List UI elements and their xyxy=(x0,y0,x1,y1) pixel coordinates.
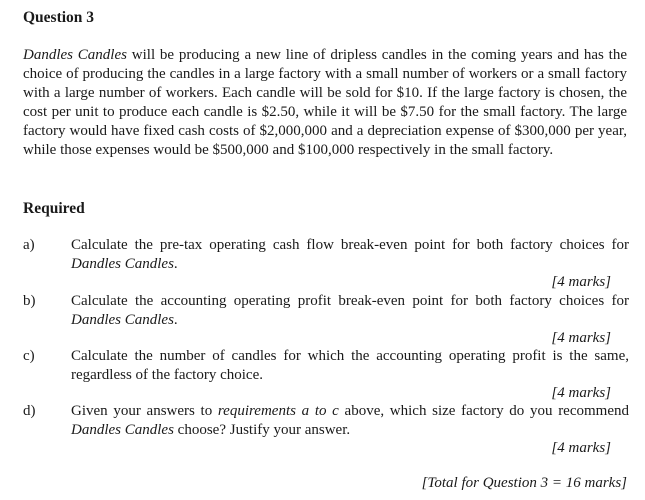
intro-body-text: will be producing a new line of dripless candles in the coming years and has the choice of producing the candles in a large factory with a small number of workers or a small factory with a large number of workers. Each candle will be sold for $10. If the large factory is chosen, the cost per unit to produce each candle is $2.50, while it will be $7.50 for the small factory. The large factory would have fixed cash costs of $2,000,000 and a depreciation expense of $300,000 per year, while those expenses would be $500,000 and $100,000 respectively in the small factory. xyxy=(23,47,627,158)
requirement-marks: [4 marks] xyxy=(551,440,611,456)
requirement-letter: a) xyxy=(23,237,35,253)
company-name: Dandles Candles xyxy=(71,312,174,328)
requirement-letter: d) xyxy=(23,403,36,419)
required-heading: Required xyxy=(23,200,85,217)
question-intro xyxy=(23,46,627,160)
question-title: Question 3 xyxy=(23,9,95,26)
requirement-c xyxy=(23,347,629,403)
requirement-marks: [4 marks] xyxy=(551,385,611,401)
requirement-b xyxy=(23,292,629,348)
company-name: Dandles Candles xyxy=(71,256,174,272)
requirement-d xyxy=(23,402,629,462)
requirement-text: Given your answers to requirements a to c above, which size factory do you recommend Dandles Candles choose? Justify your answer. xyxy=(71,403,629,438)
requirement-text: Calculate the pre-tax operating cash flow break-even point for both factory choices for Dandles Candles. xyxy=(71,237,629,272)
requirement-a xyxy=(23,236,629,292)
requirement-marks: [4 marks] xyxy=(551,274,611,290)
question-total-marks: [Total for Question 3 = 16 marks] xyxy=(421,475,627,491)
company-name: Dandles Candles xyxy=(71,422,174,438)
requirement-text: Calculate the number of candles for which the accounting operating profit is the same, regardless of the factory choice. xyxy=(71,348,629,383)
requirement-letter: c) xyxy=(23,348,35,364)
intro-company-name: Dandles Candles xyxy=(23,47,127,63)
requirement-text: Calculate the accounting operating profit break-even point for both factory choices for Dandles Candles. xyxy=(71,293,629,328)
requirement-marks: [4 marks] xyxy=(551,330,611,346)
requirement-letter: b) xyxy=(23,293,36,309)
